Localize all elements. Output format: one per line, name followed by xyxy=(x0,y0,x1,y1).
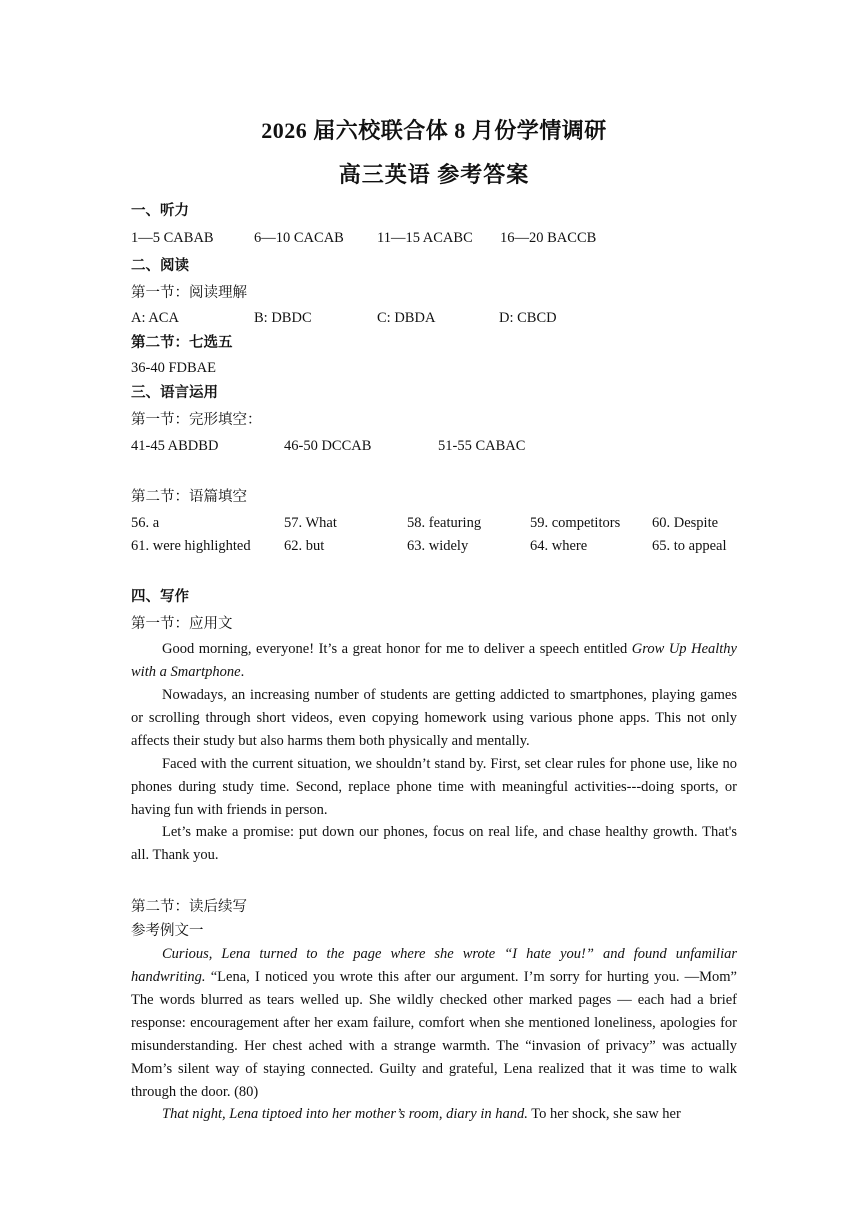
gap-fill-answer: 62. but xyxy=(284,538,325,554)
listening-answer: 16—20 BACCB xyxy=(500,230,597,246)
gap-fill-answer: 65. to appeal xyxy=(652,538,727,554)
cloze-answer: 51-55 CABAC xyxy=(438,438,526,454)
given-opening-sentence-2: That night, Lena tiptoed into her mother’s room, diary in hand. xyxy=(162,1106,528,1122)
reading-part1-heading: 第一节：阅读理解 xyxy=(131,285,247,301)
writing-part1-heading: 第一节：应用文 xyxy=(131,616,233,632)
reading-part2-heading: 第二节：七选五 xyxy=(131,335,233,351)
given-opening-sentence-1: Curious, Lena turned to the page where she wrote “I hate you!” and found unfamiliar handwriting. xyxy=(131,946,737,985)
speech-title: Grow Up Healthy with a Smartphone xyxy=(131,641,737,680)
continuation-paragraph-1: Curious, Lena turned to the page where she wrote “I hate you!” and found unfamiliar handwriting. “Lena, I noticed you wrote this after our argument. I’m sorry for hurting you. —Mom” The words blurred as tears welled up. She wildly checked other marked pages — each had a brief response: encouragement after her exam failure, comfort when she mentioned loneliness, apologies for misunderstanding. Her chest ached with a strange warmth. The “invasion of privacy” was actually Mom’s silent way of staying connected. Guilty and grateful, Lena realized that it was time to walk through the door. (80) xyxy=(131,946,737,1100)
gap-fill-answer: 63. widely xyxy=(407,538,469,554)
listening-answer: 11—15 ACABC xyxy=(377,230,473,246)
reading-answer: B: DBDC xyxy=(254,310,312,326)
section-heading-writing: 四、写作 xyxy=(131,589,189,605)
cloze-answer: 41-45 ABDBD xyxy=(131,438,219,454)
speech-paragraph-1: Good morning, everyone! It’s a great honor for me to deliver a speech entitled Grow Up Healthy with a Smartphone. xyxy=(131,641,737,680)
reading-answer: C: DBDA xyxy=(377,310,436,326)
reading-answer: A: ACA xyxy=(131,310,179,326)
gap-fill-answer: 59. competitors xyxy=(530,515,621,531)
section-heading-language: 三、语言运用 xyxy=(131,385,218,401)
listening-answer: 1—5 CABAB xyxy=(131,230,214,246)
cloze-answer: 46-50 DCCAB xyxy=(284,438,372,454)
speech-paragraph-4: Let’s make a promise: put down our phones, focus on real life, and chase healthy growth. That's all. Thank you. xyxy=(131,824,737,863)
listening-answer: 6—10 CACAB xyxy=(254,230,344,246)
page-title: 2026 届六校联合体 8 月份学情调研 xyxy=(261,118,607,143)
gap-fill-answer: 60. Despite xyxy=(652,515,719,531)
continuation-paragraph-2: That night, Lena tiptoed into her mother’s room, diary in hand. To her shock, she saw her xyxy=(162,1106,681,1122)
gap-fill-answer: 61. were highlighted xyxy=(131,538,251,554)
reading-part2-answer: 36-40 FDBAE xyxy=(131,360,216,376)
gap-fill-answer: 64. where xyxy=(530,538,588,554)
section-heading-reading: 二、阅读 xyxy=(131,258,189,274)
speech-paragraph-3: Faced with the current situation, we shouldn’t stand by. First, set clear rules for phone use, like no phones during study time. Second, replace phone time with meaningful activities---doing sports, or having fun with friends in person. xyxy=(131,756,737,818)
page-subtitle: 高三英语 参考答案 xyxy=(338,162,530,187)
section-heading-listening: 一、听力 xyxy=(131,203,189,219)
language-part1-heading: 第一节：完形填空： xyxy=(131,412,262,428)
writing-part2-heading: 第二节：读后续写 xyxy=(131,899,247,915)
reading-answer: D: CBCD xyxy=(499,310,557,326)
gap-fill-answer: 58. featuring xyxy=(407,515,482,531)
language-part2-heading: 第二节：语篇填空 xyxy=(131,489,247,505)
gap-fill-answer: 57. What xyxy=(284,515,337,531)
sample-essay-label: 参考例文一 xyxy=(131,923,204,939)
speech-paragraph-2: Nowadays, an increasing number of students are getting addicted to smartphones, playing games or scrolling through short videos, even copying homework using various phone apps. This not only affects their study but also harms them both physically and mentally. xyxy=(131,687,737,749)
gap-fill-answer: 56. a xyxy=(131,515,160,531)
